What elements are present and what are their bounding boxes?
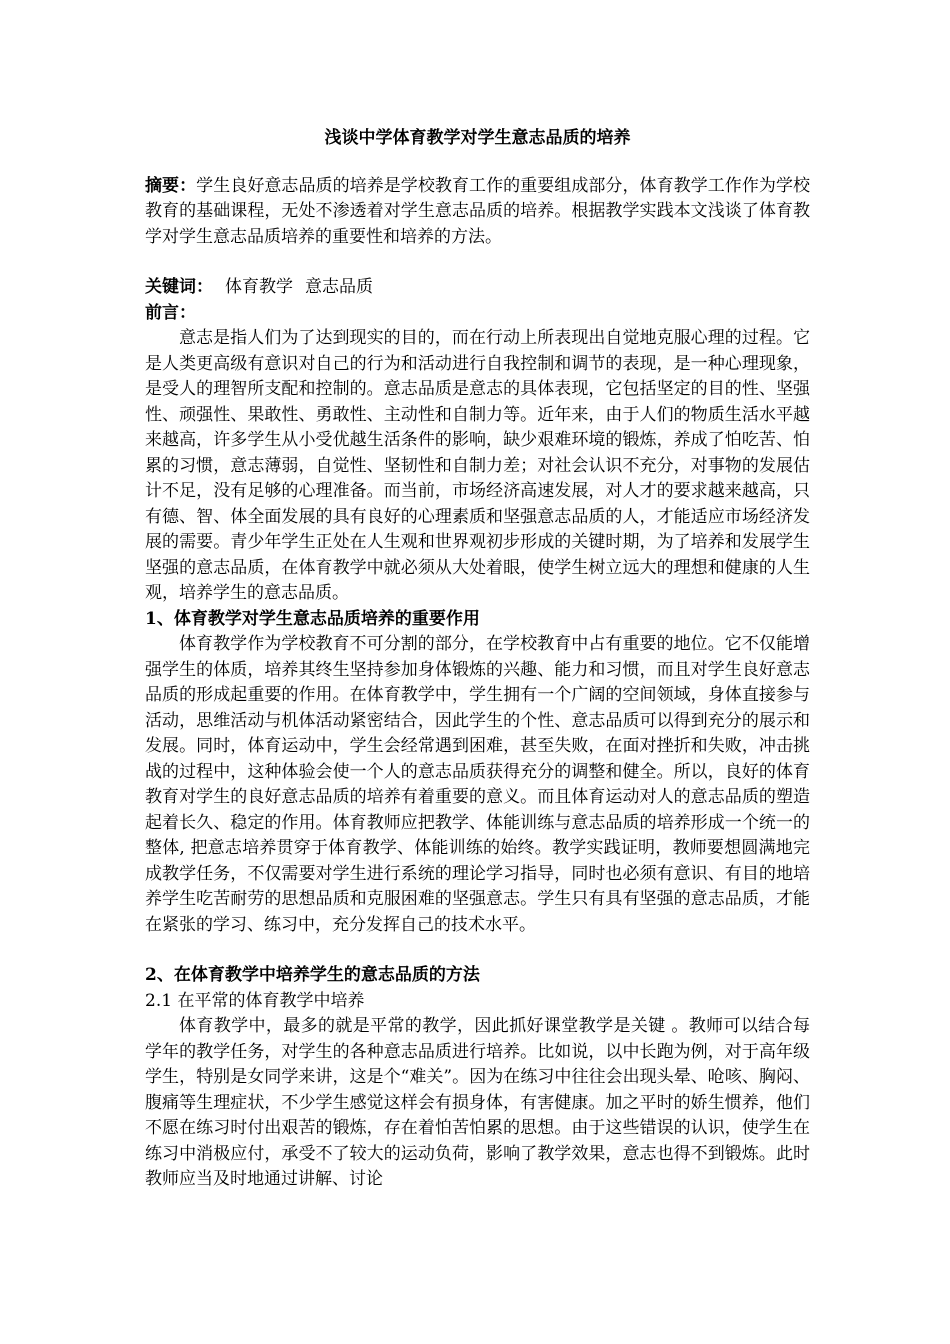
spacer [145,250,810,275]
keywords-line [145,275,810,301]
abstract-text: 学生良好意志品质的培养是学校教育工作的重要组成部分，体育教学工作作为学校教育的基础课程，无处不渗透着对学生意志品质的培养。根据教学实践本文浅谈了体育教学对学生意志品质培养的重要性和培养的方法。 [145,175,811,247]
section1-heading: 1、体育教学对学生意志品质培养的重要作用 [145,608,480,629]
preface-paragraph: 意志是指人们为了达到现实的目的，而在行动上所表现出自觉地克服心理的过程。它是人类更高级有意识对自己的行为和活动进行自我控制和调节的表现，是一种心理现象，是受人的理智所支配和控制的。意志品质是意志的具体表现，它包括坚定的目的性、坚强性、顽强性、果敢性、勇敢性、主动性和自制力等。近年来，由于人们的物质生活水平越来越高，许多学生从小受优越生活条件的影响，缺少艰难环境的锻炼，养成了怕吃苦、怕累的习惯，意志薄弱，自觉性、坚韧性和自制力差；对社会认识不充分，对事物的发展估计不足，没有足够的心理准备。而当前，市场经济高速发展，对人才的要求越来越高，只有德、智、体全面发展的具有良好的心理素质和坚强意志品质的人，才能适应市场经济发展的需要。青少年学生正处在人生观和世界观初步形成的关键时期，为了培养和发展学生坚强的意志品质，在体育教学中就必须从大处着眼，使学生树立远大的理想和健康的人生观，培养学生的意志品质。 [145,328,810,603]
document-page [145,0,810,1193]
abstract-label: 摘要： [145,175,197,196]
section1-paragraph: 体育教学作为学校教育不可分割的部分，在学校教育中占有重要的地位。它不仅能增强学生的体质，培养其终生坚持参加身体锻炼的兴趣、能力和习惯，而且对学生良好意志品质的形成起重要的作用。在体育教学中，学生拥有一个广阔的空间领域，身体直接参与活动，思维活动与机体活动紧密结合，因此学生的个性、意志品质可以得到充分的展示和发展。同时，体育运动中，学生会经常遇到困难，甚至失败，在面对挫折和失败，冲击挑战的过程中，这种体验会使一个人的意志品质获得充分的调整和健全。所以，良好的体育教育对学生的良好意志品质的培养有着重要的意义。而且体育运动对人的意志品质的塑造起着长久、稳定的作用。体育教师应把教学、体能训练与意志品质的培养形成一个统一的整体, 把意志培养贯穿于体育教学、体能训练的始终。教学实践证明，教师要想圆满地完成教学任务，不仅需要对学生进行系统的理论学习指导，同时也必须有意识、有目的地培养学生吃苦耐劳的思想品质和克服困难的坚强意志。学生只有具有坚强的意志品质，才能在紧张的学习、练习中，充分发挥自己的技术水平。 [145,634,810,935]
section2-1-paragraph: 体育教学中，最多的就是平常的教学，因此抓好课堂教学是关键 。教师可以结合每学年的教学任务，对学生的各种意志品质进行培养。比如说，以中长跑为例，对于高年级学生，特别是女同学来讲，这是个“难关”。因为在练习中往往会出现头晕、呛咳、胸闷、腹痛等生理症状，不少学生感觉这样会有损身体，有害健康。加之平时的娇生惯养，他们不愿在练习时付出艰苦的锻炼，存在着怕苦怕累的思想。由于这些错误的认识，使学生在练习中消极应付，承受不了较大的运动负荷，影响了教学效果，意志也得不到锻炼。此时教师应当及时地通过讲解、讨论 [145,1016,810,1189]
preface-label: 前言： [145,302,196,323]
spacer [145,938,810,963]
keyword-item: 意志品质 [305,277,373,297]
document-title: 浅谈中学体育教学对学生意志品质的培养 [324,128,631,148]
section2-heading: 2、在体育教学中培养学生的意志品质的方法 [145,965,480,985]
abstract-paragraph [145,174,810,251]
keywords-label: 关键词： [145,277,213,297]
keyword-item: 体育教学 [225,277,293,297]
section2-1-heading: 2.1 在平常的体育教学中培养 [145,990,365,1011]
